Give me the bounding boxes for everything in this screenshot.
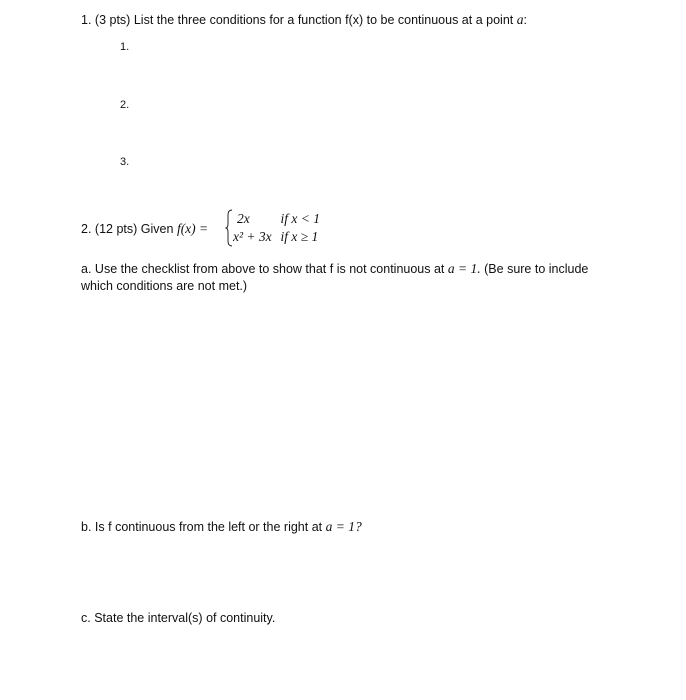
- piecewise-function: [225, 209, 345, 249]
- condition-3-number: 3.: [120, 156, 130, 168]
- part-b-text: Is f continuous from the left or the right at: [94, 520, 323, 534]
- question-2: [81, 221, 208, 237]
- case-2: [233, 229, 318, 245]
- part-c-text: State the interval(s) of continuity.: [94, 611, 276, 625]
- case-2-condition: if x ≥ 1: [280, 229, 319, 244]
- part-c: [81, 611, 275, 625]
- brace-icon: [225, 209, 233, 247]
- question-1-points: (3 pts): [94, 13, 131, 27]
- part-b-label: b.: [81, 520, 92, 534]
- part-b: [81, 519, 362, 535]
- part-a-text: Use the checklist from above to show that f is not continuous at: [94, 262, 445, 276]
- case-1-expr: 2x: [237, 211, 250, 226]
- part-a: [81, 261, 588, 277]
- part-c-label: c.: [81, 611, 91, 625]
- condition-1-number: 1.: [120, 41, 130, 53]
- part-a-label: a.: [81, 262, 92, 276]
- question-1-var: a: [516, 12, 524, 27]
- question-1: [81, 12, 527, 28]
- question-2-points: (12 pts): [94, 222, 138, 236]
- question-1-number: 1.: [81, 13, 92, 27]
- case-1: [233, 211, 320, 227]
- case-1-condition: if x < 1: [280, 211, 320, 226]
- question-2-given: Given: [140, 222, 174, 236]
- case-2-expr: x² + 3x: [233, 229, 272, 244]
- question-1-colon: :: [523, 13, 527, 27]
- part-a-note: (Be sure to include: [484, 262, 589, 276]
- part-a-math: a = 1.: [447, 261, 481, 276]
- part-b-math: a = 1?: [325, 519, 362, 534]
- part-a-line-2: which conditions are not met.): [81, 279, 248, 293]
- question-1-text: List the three conditions for a function f(x) to be continuous at a point: [133, 13, 514, 27]
- question-2-number: 2.: [81, 222, 92, 236]
- function-lhs: f(x) =: [176, 221, 209, 236]
- condition-2-number: 2.: [120, 99, 130, 111]
